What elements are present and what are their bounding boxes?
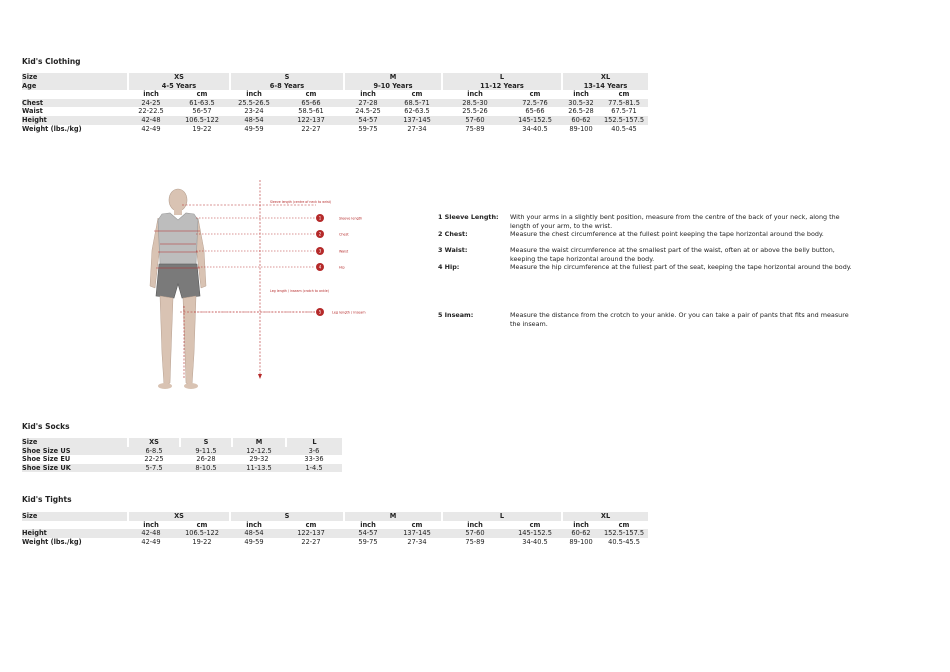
- table-cell: 145-152.5: [508, 116, 562, 125]
- callout-3: [316, 247, 349, 255]
- child-figure: [150, 189, 206, 389]
- table-cell: 72.5-76: [508, 99, 562, 108]
- table-cell: 26.5-28: [568, 107, 594, 116]
- callout-label: Waist: [339, 249, 349, 254]
- table-cell: 75-89: [465, 537, 485, 546]
- svg-text:1: 1: [318, 215, 322, 221]
- table-cell: 25.5-26.5: [230, 99, 278, 108]
- size-header: XS: [128, 438, 180, 447]
- tights-size-table: [22, 512, 648, 546]
- measure-text: Measure the distance from the crotch to your ankle. Or you can take a pair of pants that fits and measure the inseam.: [510, 311, 849, 328]
- callout-1: [316, 214, 362, 222]
- size-header: XS: [128, 73, 230, 82]
- unit-header: cm: [411, 90, 423, 99]
- table-cell: 34-40.5: [522, 537, 548, 546]
- table-cell: 5-7.5: [128, 464, 180, 473]
- unit-header: inch: [467, 90, 483, 99]
- size-header: XS: [128, 512, 230, 521]
- table-row: [22, 125, 648, 134]
- clothing-size-table: [22, 73, 648, 133]
- clothing-title: Kid's Clothing: [22, 57, 81, 66]
- unit-header: cm: [618, 520, 630, 529]
- leg-guide-label: Leg length / inseam (crotch to ankle): [270, 289, 329, 293]
- table-row: [22, 107, 648, 116]
- table-cell: 40.5-45.5: [608, 537, 640, 546]
- table-cell: 54-57: [344, 116, 392, 125]
- row-label: Chest: [22, 99, 128, 108]
- table-cell: 56-57: [192, 107, 212, 116]
- measure-text: Measure the waist circumference at the smallest part of the waist, often at or above the belly button, keeping the tape horizontal around the body.: [510, 246, 835, 263]
- table-cell: 67.5-71: [611, 107, 637, 116]
- callout-4: [316, 263, 345, 271]
- table-cell: 42-48: [128, 529, 174, 538]
- table-cell: 59-75: [358, 537, 378, 546]
- table-cell: 9-11.5: [180, 447, 232, 456]
- callout-2: [316, 230, 349, 238]
- row-label: Weight (lbs./kg): [22, 537, 82, 546]
- unit-header: inch: [573, 520, 589, 529]
- table-cell: 58.5-61: [298, 107, 324, 116]
- unit-header: inch: [143, 520, 159, 529]
- size-label: Size: [22, 438, 128, 447]
- unit-header: cm: [196, 520, 208, 529]
- unit-header: inch: [467, 520, 483, 529]
- size-label: Size: [22, 512, 128, 521]
- table-row: [22, 447, 342, 456]
- table-cell: 68.5-71: [392, 99, 442, 108]
- table-cell: 65-66: [525, 107, 545, 116]
- table-cell: 59-75: [358, 124, 378, 133]
- measure-label: 5 Inseam:: [438, 311, 474, 319]
- table-cell: 57-60: [442, 116, 508, 125]
- age-header: 6-8 Years: [230, 82, 344, 91]
- table-cell: 40.5-45: [611, 124, 637, 133]
- size-header: XL: [562, 73, 648, 82]
- measure-text: Measure the hip circumference at the fullest part of the seat, keeping the tape horizontal around the body.: [510, 263, 852, 271]
- unit-header: inch: [573, 90, 589, 99]
- table-cell: 60-62: [562, 529, 600, 538]
- svg-text:3: 3: [318, 248, 322, 254]
- table-cell: 42-49: [141, 124, 161, 133]
- measure-label: 1 Sleeve Length:: [438, 213, 499, 221]
- age-header: 9-10 Years: [344, 82, 442, 91]
- socks-title: Kid's Socks: [22, 422, 70, 431]
- table-cell: 34-40.5: [522, 124, 548, 133]
- table-cell: 122-137: [278, 529, 344, 538]
- table-cell: 11-13.5: [232, 464, 286, 473]
- table-row: [22, 538, 648, 547]
- row-label: Waist: [22, 107, 43, 116]
- callout-label: Sleeve length: [339, 216, 363, 221]
- table-cell: 29-32: [249, 455, 269, 464]
- table-cell: 24-25: [128, 99, 174, 108]
- tights-unit-row: [22, 521, 648, 530]
- row-label: Shoe Size EU: [22, 455, 71, 464]
- age-header: 11-12 Years: [442, 82, 562, 91]
- table-row: [22, 116, 648, 125]
- unit-header: cm: [305, 90, 317, 99]
- unit-header: cm: [305, 520, 317, 529]
- tights-title: Kid's Tights: [22, 495, 72, 504]
- table-cell: 152.5-157.5: [600, 116, 648, 125]
- table-cell: 106.5-122: [174, 116, 230, 125]
- svg-text:4: 4: [318, 264, 322, 270]
- unit-header: cm: [411, 520, 423, 529]
- svg-text:5: 5: [318, 309, 322, 315]
- table-cell: 22-22.5: [138, 107, 164, 116]
- sleeve-guide-label: Sleeve length (centre of neck to wrist): [270, 200, 332, 204]
- clothing-age-row: [22, 82, 648, 91]
- table-cell: 60-62: [562, 116, 600, 125]
- unit-header: inch: [246, 90, 262, 99]
- callout-label: Hip: [339, 265, 345, 270]
- callout-5: [316, 308, 366, 316]
- table-cell: 27-34: [407, 124, 427, 133]
- unit-header: inch: [360, 520, 376, 529]
- age-header: 13-14 Years: [562, 82, 648, 91]
- table-cell: 30.5-32: [562, 99, 600, 108]
- table-cell: 33-36: [304, 455, 324, 464]
- size-header: L: [286, 438, 342, 447]
- measure-label: 2 Chest:: [438, 230, 468, 238]
- table-cell: 24.5-25: [355, 107, 381, 116]
- table-cell: 137-145: [392, 116, 442, 125]
- table-cell: 48-54: [230, 116, 278, 125]
- table-cell: 19-22: [192, 537, 212, 546]
- table-cell: 1-4.5: [286, 464, 342, 473]
- table-cell: 6-8.5: [128, 447, 180, 456]
- table-cell: 65-66: [278, 99, 344, 108]
- clothing-unit-row: [22, 90, 648, 99]
- clothing-size-row: [22, 73, 648, 82]
- measurement-figure: [140, 178, 390, 393]
- callout-label: Leg length / inseam: [332, 310, 366, 315]
- measure-text: Measure the chest circumference at the fullest point keeping the tape horizontal around the body.: [510, 230, 824, 238]
- row-label: Height: [22, 116, 128, 125]
- table-cell: 42-49: [141, 537, 161, 546]
- age-header: 4-5 Years: [128, 82, 230, 91]
- table-cell: 22-27: [301, 124, 321, 133]
- table-cell: 19-22: [192, 124, 212, 133]
- unit-header: inch: [143, 90, 159, 99]
- measure-label: 4 Hip:: [438, 263, 460, 271]
- table-cell: 3-6: [286, 447, 342, 456]
- table-cell: 22-25: [144, 455, 164, 464]
- table-cell: 137-145: [392, 529, 442, 538]
- unit-header: cm: [529, 520, 541, 529]
- size-header: S: [230, 512, 344, 521]
- size-header: XL: [562, 512, 648, 521]
- tights-size-row: [22, 512, 648, 521]
- size-label: Size: [22, 73, 128, 82]
- table-cell: 28.5-30: [442, 99, 508, 108]
- unit-header: cm: [618, 90, 630, 99]
- table-cell: 122-137: [278, 116, 344, 125]
- row-label: Height: [22, 529, 128, 538]
- unit-header: cm: [196, 90, 208, 99]
- size-header: S: [180, 438, 232, 447]
- table-cell: 77.5-81.5: [600, 99, 648, 108]
- unit-header: inch: [246, 520, 262, 529]
- body-measurement-illustration: [140, 178, 390, 393]
- table-cell: 27-34: [407, 537, 427, 546]
- measure-text: With your arms in a slightly bent position, measure from the centre of the back of your neck, along the length of your arm, to the wrist.: [510, 213, 840, 230]
- table-cell: 75-89: [465, 124, 485, 133]
- size-header: S: [230, 73, 344, 82]
- table-cell: 49-59: [244, 124, 264, 133]
- unit-header: inch: [360, 90, 376, 99]
- size-header: M: [344, 512, 442, 521]
- table-row: [22, 99, 648, 108]
- table-cell: 89-100: [569, 124, 593, 133]
- age-label: Age: [22, 82, 128, 91]
- table-row: [22, 455, 342, 464]
- callout-label: Chest: [339, 232, 349, 237]
- size-header: M: [232, 438, 286, 447]
- table-cell: 152.5-157.5: [600, 529, 648, 538]
- table-cell: 27-28: [344, 99, 392, 108]
- socks-size-row: [22, 438, 342, 447]
- table-cell: 57-60: [442, 529, 508, 538]
- row-label: Shoe Size UK: [22, 464, 128, 473]
- size-header: L: [442, 512, 562, 521]
- table-row: [22, 529, 648, 538]
- row-label: Weight (lbs./kg): [22, 124, 82, 133]
- table-cell: 54-57: [344, 529, 392, 538]
- svg-text:2: 2: [318, 231, 322, 237]
- row-label: Shoe Size US: [22, 447, 128, 456]
- table-cell: 106.5-122: [174, 529, 230, 538]
- table-cell: 12-12.5: [232, 447, 286, 456]
- table-row: [22, 464, 342, 473]
- size-header: L: [442, 73, 562, 82]
- table-cell: 145-152.5: [508, 529, 562, 538]
- table-cell: 49-59: [244, 537, 264, 546]
- table-cell: 26-28: [196, 455, 216, 464]
- unit-header: cm: [529, 90, 541, 99]
- table-cell: 61-63.5: [174, 99, 230, 108]
- size-header: M: [344, 73, 442, 82]
- table-cell: 23-24: [244, 107, 264, 116]
- table-cell: 89-100: [569, 537, 593, 546]
- table-cell: 48-54: [230, 529, 278, 538]
- table-cell: 25.5-26: [462, 107, 488, 116]
- table-cell: 62-63.5: [404, 107, 430, 116]
- table-cell: 8-10.5: [180, 464, 232, 473]
- table-cell: 42-48: [128, 116, 174, 125]
- table-cell: 22-27: [301, 537, 321, 546]
- measure-label: 3 Waist:: [438, 246, 468, 254]
- socks-size-table: [22, 438, 342, 472]
